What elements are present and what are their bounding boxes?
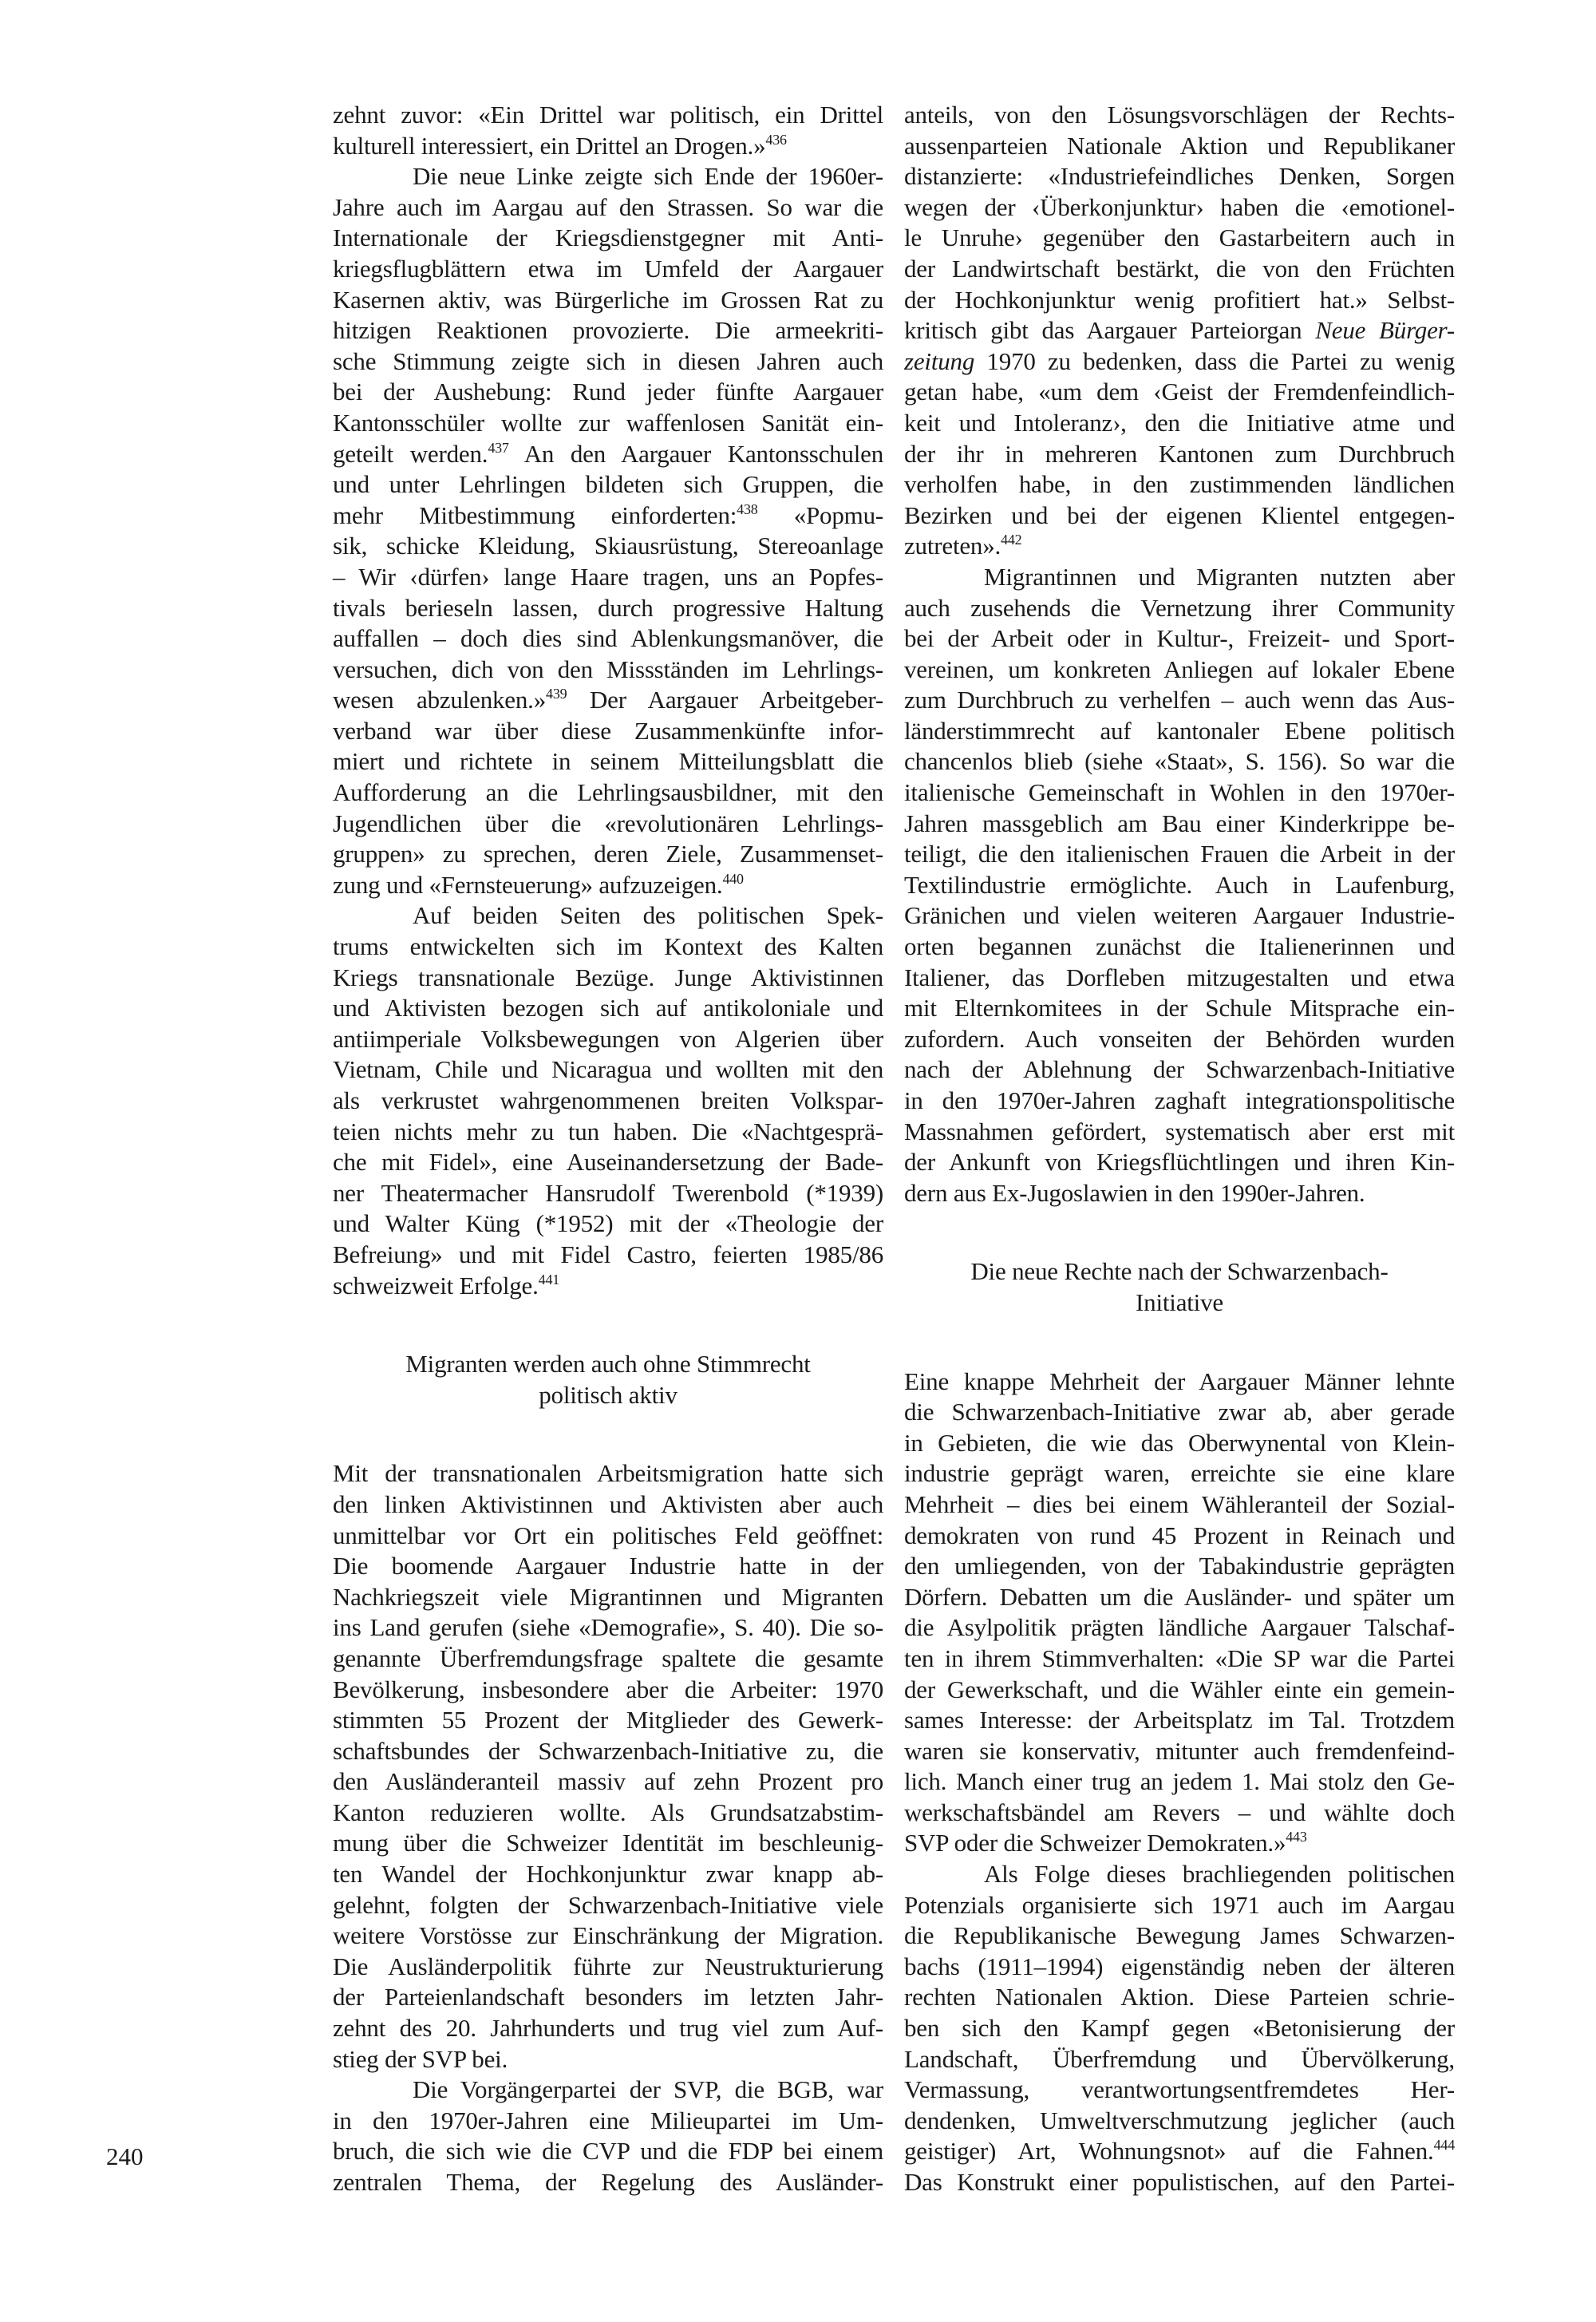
- text-line: [333, 963, 883, 994]
- line-text: kulturell interessiert, ein Drittel an Drogen.»: [333, 131, 766, 160]
- text-line: [904, 623, 1455, 655]
- line-text: stieg der SVP bei.: [333, 2044, 508, 2073]
- line-text: chancenlos blieb (siehe «Staat», S. 156). So war die: [904, 747, 1455, 776]
- text-line: [333, 1736, 883, 1767]
- text-line: [904, 1612, 1455, 1644]
- text-line: [904, 746, 1455, 777]
- text-line: [904, 315, 1455, 346]
- text-line: [904, 1828, 1455, 1859]
- paragraph: [904, 1367, 1455, 1860]
- line-text: ner Theatermacher Hansrudolf Twerenbold (*1939): [333, 1178, 883, 1207]
- line-text: Kasernen aktiv, was Bürgerliche im Grossen Rat zu: [333, 285, 883, 314]
- line-text: lich. Manch einer trug an jedem 1. Mai stolz den Ge-: [904, 1767, 1455, 1796]
- text-line: [904, 223, 1455, 254]
- line-text: unmittelbar vor Ort ein politisches Feld geöffnet:: [333, 1521, 883, 1549]
- line-text: sche Stimmung zeigte sich in diesen Jahren auch: [333, 346, 883, 375]
- text-line: [904, 963, 1455, 994]
- line-text: bachs (1911–1994) eigenständig neben der älteren: [904, 1952, 1455, 1980]
- paragraph: [904, 1859, 1455, 2198]
- text-line: [333, 2167, 883, 2198]
- line-text: Die Ausländerpolitik führte zur Neustrukturierung: [333, 1952, 883, 1980]
- footnote-ref: 439: [546, 686, 567, 702]
- line-text: Aufforderung an die Lehrlingsausbildner, mit den: [333, 778, 883, 807]
- text-line: [333, 1612, 883, 1644]
- line-text: werkschaftsbändel am Revers – und wählte doch: [904, 1798, 1455, 1826]
- italic-title: zeitung: [904, 346, 975, 375]
- text-line: [333, 2013, 883, 2044]
- left-text-column: [333, 100, 883, 2198]
- line-text: 1970 zu bedenken, dass die Partei zu wenig: [974, 346, 1455, 375]
- text-line: [333, 593, 883, 624]
- line-text: verholfen habe, in den zustimmenden ländlichen: [904, 470, 1455, 499]
- text-line: [904, 1086, 1455, 1117]
- text-line: [333, 1982, 883, 2013]
- line-text: italienische Gemeinschaft in Wohlen in den 1970er-: [904, 778, 1455, 807]
- text-line: [333, 1705, 883, 1736]
- footnote-ref: 440: [722, 870, 744, 887]
- text-line: [333, 1551, 883, 1582]
- line-text: An den Aargauer Kantonsschulen: [508, 439, 884, 468]
- line-text: teien nichts mehr zu tun haben. Die «Nachtgesprä-: [333, 1117, 883, 1145]
- line-text: in den 1970er-Jahren eine Milieupartei im Um-: [333, 2106, 883, 2134]
- line-text: Als Folge dieses brachliegenden politischen: [984, 1860, 1455, 1889]
- text-line: [333, 408, 883, 439]
- line-text: ins Land gerufen (siehe «Demografie», S. 40). Die so-: [333, 1613, 883, 1642]
- line-text: und Walter Küng (*1952) mit der «Theologie der: [333, 1209, 883, 1238]
- text-line: [333, 469, 883, 500]
- text-line: [904, 439, 1455, 470]
- text-line: [904, 100, 1455, 131]
- line-text: verband war über diese Zusammenkünfte infor-: [333, 716, 883, 745]
- line-text: Migrantinnen und Migranten nutzten aber: [984, 562, 1455, 591]
- text-line: [333, 315, 883, 346]
- line-text: Der Aargauer Arbeitgeber-: [567, 686, 883, 714]
- line-text: gruppen» zu sprechen, deren Ziele, Zusammenset-: [333, 840, 883, 868]
- line-text: gelehnt, folgten der Schwarzenbach-Initiative viele: [333, 1890, 883, 1919]
- line-text: stimmten 55 Prozent der Mitglieder des Gewerk-: [333, 1706, 883, 1735]
- text-line: [333, 1890, 883, 1921]
- heading-line: Die neue Rechte nach der Schwarzenbach-: [970, 1257, 1389, 1286]
- line-text: in Gebieten, die wie das Oberwynental von Klein-: [904, 1428, 1455, 1457]
- paragraph: [333, 100, 883, 161]
- line-text: tivals berieseln lassen, durch progressive Haltung: [333, 593, 883, 622]
- text-line: [333, 1271, 883, 1302]
- line-text: nach der Ablehnung der Schwarzenbach-Initiative: [904, 1055, 1455, 1084]
- text-line: [333, 562, 883, 593]
- line-text: Bezirken und bei der eigenen Klientel entgegen-: [904, 500, 1455, 529]
- text-line: [904, 2075, 1455, 2106]
- text-line: [333, 1117, 883, 1148]
- text-line: [333, 1644, 883, 1675]
- text-line: [904, 469, 1455, 500]
- line-text: Massnahmen gefördert, systematisch aber erst mit: [904, 1117, 1455, 1145]
- text-line: [904, 993, 1455, 1024]
- line-text: zehnt zuvor: «Ein Drittel war politisch, ein Drittel: [333, 101, 883, 129]
- text-line: [904, 1428, 1455, 1459]
- line-text: die Schwarzenbach-Initiative zwar ab, aber gerade: [904, 1398, 1455, 1426]
- heading-line: Initiative: [1136, 1288, 1223, 1316]
- line-text: vereinen, um konkreten Anliegen auf lokaler Ebene: [904, 655, 1455, 683]
- text-line: [904, 1920, 1455, 1952]
- text-line: [333, 2136, 883, 2167]
- line-text: zentralen Thema, der Regelung des Ausländer-: [333, 2168, 883, 2196]
- line-text: sik, schicke Kleidung, Skiausrüstung, Stereoanlage: [333, 532, 883, 560]
- text-line: [904, 1675, 1455, 1706]
- text-line: [333, 346, 883, 378]
- line-text: den linken Aktivistinnen und Aktivisten aber auch: [333, 1489, 883, 1518]
- text-line: [333, 1024, 883, 1055]
- line-text: ten in ihrem Stimmverhalten: «Die SP war die Partei: [904, 1644, 1455, 1672]
- text-line: [904, 562, 1455, 593]
- line-text: die Republikanische Bewegung James Schwarzen-: [904, 1921, 1455, 1950]
- text-line: [904, 1147, 1455, 1178]
- text-line: [333, 1178, 883, 1209]
- text-line: [333, 655, 883, 686]
- text-line: [904, 1736, 1455, 1767]
- line-text: orten begannen zunächst die Italienerinnen und: [904, 932, 1455, 961]
- line-text: Das Konstrukt einer populistischen, auf den Partei-: [904, 2168, 1455, 2196]
- text-line: [904, 655, 1455, 686]
- line-text: auch zusehends die Vernetzung ihrer Community: [904, 593, 1455, 622]
- text-line: [904, 408, 1455, 439]
- text-line: [904, 2013, 1455, 2044]
- line-text: Textilindustrie ermöglichte. Auch in Laufenburg,: [904, 870, 1455, 899]
- paragraph: [333, 1458, 883, 2075]
- text-line: [904, 161, 1455, 192]
- line-text: ben sich den Kampf gegen «Betonisierung der: [904, 2014, 1455, 2043]
- text-line: [904, 777, 1455, 809]
- footnote-ref: 444: [1433, 2137, 1455, 2154]
- text-line: [333, 531, 883, 562]
- text-line: [333, 685, 883, 716]
- line-text: demokraten von rund 45 Prozent in Reinach und: [904, 1521, 1455, 1549]
- line-text: getan habe, «um dem ‹Geist der Fremdenfeindlich-: [904, 378, 1455, 406]
- line-text: kritisch gibt das Aargauer Parteiorgan: [904, 316, 1316, 345]
- line-text: geteilt werden.: [333, 439, 488, 468]
- italic-title: Neue Bürger-: [1315, 316, 1456, 345]
- text-line: [904, 1521, 1455, 1552]
- text-line: [333, 131, 883, 162]
- line-text: Gränichen und vielen weiteren Aargauer Industrie-: [904, 901, 1455, 930]
- line-text: Vietnam, Chile und Nicaragua und wollten mit den: [333, 1055, 883, 1084]
- text-line: [333, 1582, 883, 1613]
- line-text: kriegsflugblättern etwa im Umfeld der Aargauer: [333, 254, 883, 283]
- text-line: [333, 870, 883, 901]
- text-line: [333, 1952, 883, 1983]
- text-line: [904, 1644, 1455, 1675]
- line-text: Die boomende Aargauer Industrie hatte in der: [333, 1552, 883, 1580]
- line-text: Bevölkerung, insbesondere aber die Arbeiter: 1970: [333, 1675, 883, 1703]
- line-text: zufordern. Auch vonseiten der Behörden wurden: [904, 1024, 1455, 1053]
- text-line: [904, 1489, 1455, 1521]
- text-line: [904, 1458, 1455, 1489]
- text-line: [904, 285, 1455, 316]
- line-text: Kantonsschüler wollte zur waffenlosen Sanität ein-: [333, 408, 883, 437]
- text-line: [904, 192, 1455, 223]
- line-text: sames Interesse: der Arbeitsplatz im Tal. Trotzdem: [904, 1706, 1455, 1735]
- text-line: [904, 593, 1455, 624]
- line-text: Auf beiden Seiten des politischen Spek-: [413, 901, 883, 930]
- page-number: 240: [106, 2142, 144, 2170]
- line-text: Die neue Linke zeigte sich Ende der 1960er-: [413, 162, 883, 191]
- line-text: zum Durchbruch zu verhelfen – auch wenn das Aus-: [904, 686, 1455, 714]
- text-line: [904, 346, 1455, 378]
- line-text: che mit Fidel», eine Auseinandersetzung der Bade-: [333, 1148, 883, 1177]
- text-line: [904, 1582, 1455, 1613]
- footnote-ref: 436: [765, 131, 787, 148]
- line-text: Jugendlichen über die «revolutionären Lehrlings-: [333, 809, 883, 837]
- line-text: länderstimmrecht auf kantonaler Ebene politisch: [904, 716, 1455, 745]
- line-text: hitzigen Reaktionen provozierte. Die armeekriti-: [333, 316, 883, 345]
- text-line: [904, 1024, 1455, 1055]
- line-text: teiligt, die den italienischen Frauen die Arbeit in der: [904, 840, 1455, 868]
- text-line: [904, 1367, 1455, 1398]
- line-text: der ihr in mehreren Kantonen zum Durchbruch: [904, 439, 1455, 468]
- line-text: schaftsbundes der Schwarzenbach-Initiative zu, die: [333, 1736, 883, 1765]
- right-text-column: [904, 100, 1455, 2198]
- text-line: [333, 2044, 883, 2075]
- text-line: [333, 223, 883, 254]
- text-line: [333, 1521, 883, 1552]
- text-line: [333, 839, 883, 870]
- text-line: [333, 1675, 883, 1706]
- text-line: [333, 377, 883, 408]
- text-line: [333, 500, 883, 532]
- text-line: [904, 500, 1455, 532]
- footnote-ref: 441: [538, 1271, 560, 1288]
- section-heading: [904, 1256, 1455, 1318]
- footnote-ref: 442: [1001, 532, 1022, 548]
- line-text: trums entwickelten sich im Kontext des Kalten: [333, 932, 883, 961]
- footnote-ref: 438: [737, 500, 758, 517]
- line-text: dern aus Ex-Jugoslawien in den 1990er-Jahren.: [904, 1178, 1365, 1207]
- text-line: [333, 1240, 883, 1271]
- line-text: der Hochkonjunktur wenig profitiert hat.» Selbst-: [904, 285, 1455, 314]
- line-text: Kanton reduzieren wollte. Als Grundsatzabstim-: [333, 1798, 883, 1826]
- line-text: zung und «Fernsteuerung» aufzuzeigen.: [333, 870, 723, 899]
- line-text: «Popmu-: [757, 500, 883, 529]
- line-text: den umliegenden, von der Tabakindustrie geprägten: [904, 1552, 1455, 1580]
- text-line: [333, 777, 883, 809]
- line-text: miert und richtete in seinem Mitteilungsblatt die: [333, 747, 883, 776]
- line-text: auffallen – doch dies sind Ablenkungsmanöver, die: [333, 624, 883, 653]
- text-line: [904, 685, 1455, 716]
- line-text: zutreten».: [904, 532, 1001, 560]
- text-line: [333, 1458, 883, 1489]
- line-text: mehr Mitbestimmung einforderten:: [333, 500, 737, 529]
- line-text: Mit der transnationalen Arbeitsmigration hatte sich: [333, 1459, 883, 1488]
- line-text: waren sie konservativ, mitunter auch fremdenfeind-: [904, 1736, 1455, 1765]
- text-line: [904, 1705, 1455, 1736]
- text-line: [333, 932, 883, 963]
- paragraph: [333, 161, 883, 900]
- text-line: [333, 1054, 883, 1086]
- line-text: den Ausländeranteil massiv auf zehn Prozent pro: [333, 1767, 883, 1796]
- text-line: [904, 1766, 1455, 1798]
- line-text: dendenken, Umweltverschmutzung jeglicher (auch: [904, 2106, 1455, 2134]
- text-line: [904, 932, 1455, 963]
- line-text: der Landwirtschaft bestärkt, die von den Früchten: [904, 254, 1455, 283]
- text-line: [904, 254, 1455, 285]
- text-line: [904, 1178, 1455, 1209]
- line-text: SVP oder die Schweizer Demokraten.»: [904, 1829, 1286, 1857]
- section-heading: [333, 1349, 883, 1410]
- line-text: keit und Intoleranz›, den die Initiative atme und: [904, 408, 1455, 437]
- line-text: schweizweit Erfolge.: [333, 1271, 539, 1299]
- text-line: [904, 1890, 1455, 1921]
- text-line: [904, 2167, 1455, 2198]
- text-line: [333, 1208, 883, 1240]
- line-text: mung über die Schweizer Identität im beschleunig-: [333, 1829, 883, 1857]
- paragraph: [333, 2075, 883, 2197]
- line-text: bei der Arbeit oder in Kultur-, Freizeit- und Sport-: [904, 624, 1455, 653]
- text-line: [904, 1952, 1455, 1983]
- line-text: geistiger) Art, Wohnungsnot» auf die Fahnen.: [904, 2137, 1434, 2166]
- line-text: Internationale der Kriegsdienstgegner mit Anti-: [333, 223, 883, 252]
- text-line: [333, 192, 883, 223]
- text-line: [904, 377, 1455, 408]
- text-line: [904, 2044, 1455, 2075]
- text-line: [904, 870, 1455, 901]
- line-text: Mehrheit – dies bei einem Wähleranteil der Sozial-: [904, 1489, 1455, 1518]
- text-line: [904, 809, 1455, 840]
- line-text: mit Elternkomitees in der Schule Mitsprache ein-: [904, 994, 1455, 1023]
- text-line: [333, 285, 883, 316]
- text-line: [904, 2106, 1455, 2137]
- line-text: weitere Vorstösse zur Einschränkung der Migration.: [333, 1921, 883, 1950]
- line-text: le Unruhe› gegenüber den Gastarbeitern auch in: [904, 223, 1455, 252]
- line-text: bei der Aushebung: Rund jeder fünfte Aargauer: [333, 378, 883, 406]
- line-text: Befreiung» und mit Fidel Castro, feierten 1985/86: [333, 1240, 883, 1268]
- paragraph: [904, 562, 1455, 1208]
- text-line: [333, 1086, 883, 1117]
- line-text: bruch, die sich wie die CVP und die FDP bei einem: [333, 2137, 883, 2166]
- line-text: rechten Nationalen Aktion. Diese Parteien schrie-: [904, 1983, 1455, 2011]
- text-line: [333, 1147, 883, 1178]
- text-line: [904, 900, 1455, 932]
- line-text: der Parteienlandschaft besonders im letzten Jahr-: [333, 1983, 883, 2011]
- line-text: wesen abzulenken.»: [333, 686, 547, 714]
- text-line: [904, 1859, 1455, 1890]
- line-text: aussenparteien Nationale Aktion und Republikaner: [904, 131, 1455, 160]
- text-line: [333, 1859, 883, 1890]
- text-line: [333, 993, 883, 1024]
- text-line: [904, 131, 1455, 162]
- text-line: [333, 809, 883, 840]
- line-text: industrie geprägt waren, erreichte sie eine klare: [904, 1459, 1455, 1488]
- text-line: [333, 746, 883, 777]
- text-line: [333, 161, 883, 192]
- text-line: [333, 623, 883, 655]
- line-text: anteils, von den Lösungsvorschlägen der Rechts-: [904, 101, 1455, 129]
- text-line: [333, 254, 883, 285]
- line-text: als verkrustet wahrgenommenen breiten Volkspar-: [333, 1086, 883, 1114]
- text-line: [904, 1982, 1455, 2013]
- line-text: der Gewerkschaft, und die Wähler einte ein gemein-: [904, 1675, 1455, 1703]
- footnote-ref: 443: [1286, 1829, 1307, 1845]
- line-text: wegen der ‹Überkonjunktur› haben die ‹emotionel-: [904, 192, 1455, 221]
- text-line: [904, 1551, 1455, 1582]
- text-line: [333, 1489, 883, 1521]
- text-line: [333, 2075, 883, 2106]
- text-line: [904, 1397, 1455, 1428]
- paragraph: [904, 100, 1455, 562]
- text-line: [333, 100, 883, 131]
- paragraph: [333, 900, 883, 1301]
- line-text: ten Wandel der Hochkonjunktur zwar knapp ab-: [333, 1860, 883, 1889]
- text-line: [333, 1766, 883, 1798]
- line-text: distanzierte: «Industriefeindliches Denken, Sorgen: [904, 162, 1455, 191]
- line-text: Nachkriegszeit viele Migrantinnen und Migranten: [333, 1582, 883, 1611]
- line-text: und Aktivisten bezogen sich auf antikoloniale und: [333, 994, 883, 1023]
- line-text: Landschaft, Überfremdung und Übervölkerung,: [904, 2044, 1455, 2073]
- line-text: Dörfern. Debatten um die Ausländer- und später um: [904, 1582, 1455, 1611]
- line-text: Die Vorgängerpartei der SVP, die BGB, war: [413, 2075, 883, 2104]
- line-text: Italiener, das Dorfleben mitzugestalten und etwa: [904, 963, 1455, 991]
- line-text: und unter Lehrlingen bildeten sich Gruppen, die: [333, 470, 883, 499]
- line-text: in den 1970er-Jahren zaghaft integrationspolitische: [904, 1086, 1455, 1114]
- line-text: die Asylpolitik prägten ländliche Aargauer Talschaf-: [904, 1613, 1455, 1642]
- line-text: der Ankunft von Kriegsflüchtlingen und ihren Kin-: [904, 1148, 1455, 1177]
- line-text: Jahren massgeblich am Bau einer Kinderkrippe be-: [904, 809, 1455, 837]
- line-text: Jahre auch im Aargau auf den Strassen. So war die: [333, 192, 883, 221]
- text-line: [904, 531, 1455, 562]
- line-text: zehnt des 20. Jahrhunderts und trug viel zum Auf-: [333, 2014, 883, 2043]
- line-text: antiimperiale Volksbewegungen von Algerien über: [333, 1024, 883, 1053]
- text-line: [333, 439, 883, 470]
- text-line: [904, 716, 1455, 747]
- text-line: [904, 1798, 1455, 1829]
- line-text: – Wir ‹dürfen› lange Haare tragen, uns an Popfes-: [333, 562, 883, 591]
- line-text: genannte Überfremdungsfrage spaltete die gesamte: [333, 1644, 883, 1672]
- line-text: Vermassung, verantwortungsentfremdetes Her-: [904, 2075, 1455, 2104]
- text-line: [333, 1798, 883, 1829]
- line-text: Eine knappe Mehrheit der Aargauer Männer lehnte: [904, 1367, 1455, 1395]
- text-line: [904, 1117, 1455, 1148]
- text-line: [333, 1828, 883, 1859]
- line-text: Kriegs transnationale Bezüge. Junge Aktivistinnen: [333, 963, 883, 991]
- text-line: [333, 716, 883, 747]
- heading-line: politisch aktiv: [539, 1380, 678, 1409]
- line-text: versuchen, dich von den Missständen im Lehrlings-: [333, 655, 883, 683]
- text-line: [333, 900, 883, 932]
- text-line: [904, 2136, 1455, 2167]
- text-line: [333, 2106, 883, 2137]
- footnote-ref: 437: [488, 439, 509, 456]
- text-line: [904, 839, 1455, 870]
- text-line: [333, 1920, 883, 1952]
- heading-line: Migranten werden auch ohne Stimmrecht: [405, 1350, 811, 1379]
- text-line: [904, 1054, 1455, 1086]
- line-text: Potenzials organisierte sich 1971 auch im Aargau: [904, 1890, 1455, 1919]
